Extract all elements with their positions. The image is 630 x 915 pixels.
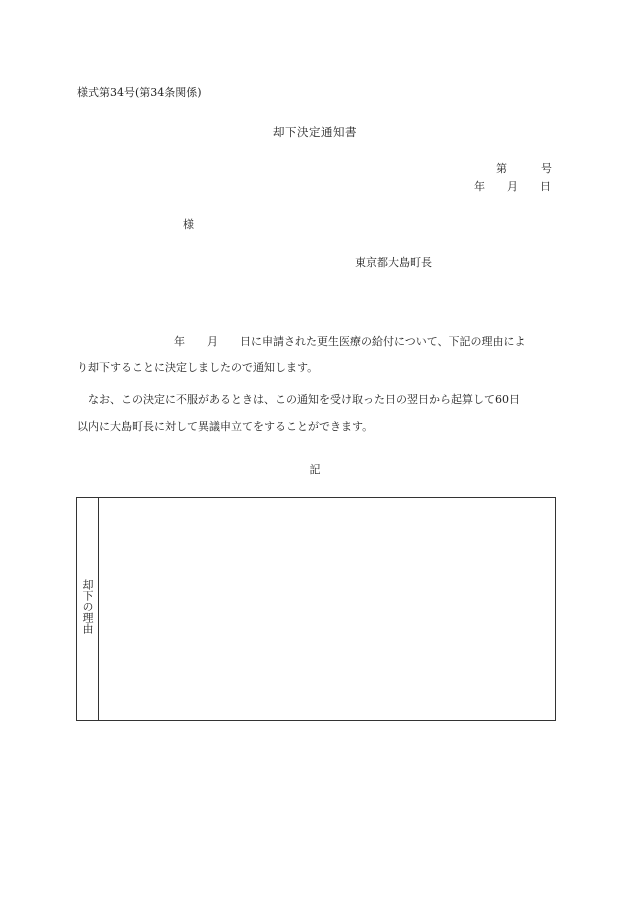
recipient-honorific: 様 xyxy=(183,218,194,231)
date-year: 年 xyxy=(474,180,485,193)
body-year: 年 xyxy=(174,335,185,348)
rejection-reason-label: 却下の理由 xyxy=(81,579,94,634)
body-line-1-text: 日に申請された更生医療の給付について、下記の理由によ xyxy=(240,335,526,348)
body-month: 月 xyxy=(207,335,218,348)
date-month: 月 xyxy=(507,180,518,193)
issue-date-line xyxy=(474,181,551,192)
document-title: 却下決定通知書 xyxy=(273,125,357,139)
document-number-line xyxy=(496,163,552,174)
rejection-reason-label-cell xyxy=(77,498,99,720)
body-line-4: 以内に大島町長に対して異議申立てをすることができます。 xyxy=(77,420,374,433)
issuer-name: 東京都大島町長 xyxy=(355,256,432,269)
ki-label: 記 xyxy=(309,463,321,476)
document-number-suffix: 号 xyxy=(541,162,552,175)
rejection-reason-content xyxy=(99,498,555,720)
date-day: 日 xyxy=(540,180,551,193)
body-line-2: り却下することに決定しましたので通知します。 xyxy=(77,361,319,374)
document-number-prefix: 第 xyxy=(496,162,507,175)
body-line-3: なお、この決定に不服があるときは、この通知を受け取った日の翌日から起算して60日 xyxy=(88,393,520,406)
body-line-1 xyxy=(174,336,526,347)
rejection-reason-table xyxy=(76,497,556,721)
form-number: 様式第34号(第34条関係) xyxy=(77,86,202,99)
